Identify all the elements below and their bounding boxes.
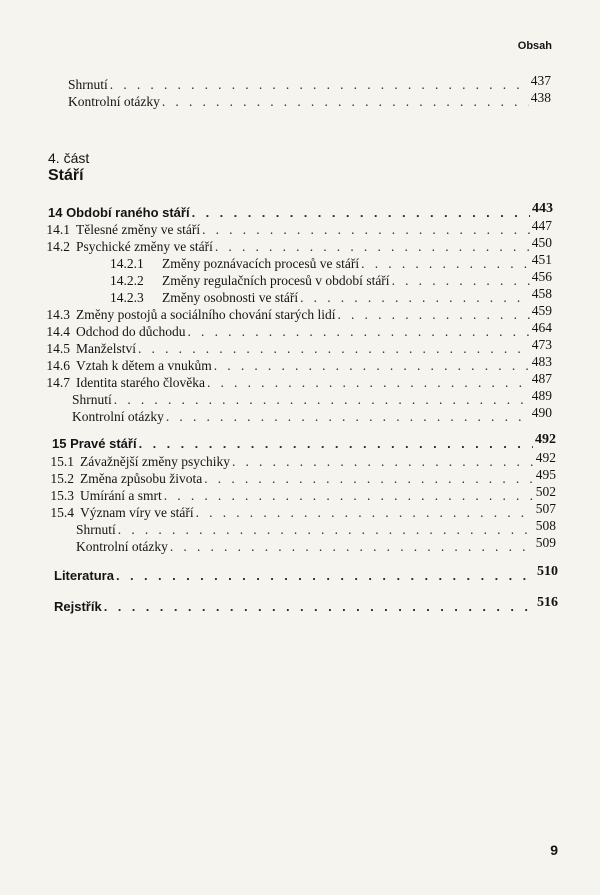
chapter-page: 492 bbox=[535, 432, 556, 447]
toc-entry-title: Psychické změny ve stáří bbox=[76, 239, 213, 254]
dot-leader bbox=[110, 76, 529, 93]
running-header: Obsah bbox=[517, 40, 552, 52]
toc-entry-title: Kontrolní otázky bbox=[76, 539, 168, 554]
toc-entry-title: Tělesné změny ve stáří bbox=[76, 222, 201, 237]
dot-leader bbox=[192, 204, 530, 221]
dot-leader bbox=[392, 272, 530, 289]
toc-entry bbox=[0, 518, 600, 538]
toc-entry-number: 14.2.1 bbox=[110, 256, 144, 271]
toc-entry bbox=[0, 269, 600, 289]
toc-entry-title: Shrnutí bbox=[72, 392, 112, 407]
toc-entry-page: 502 bbox=[535, 484, 556, 499]
toc-entry-page: 458 bbox=[531, 286, 552, 301]
toc-entry bbox=[0, 303, 600, 323]
toc-entry-title: Změny postojů a sociálního chování starých lidí bbox=[76, 307, 336, 322]
dot-leader bbox=[138, 340, 530, 357]
toc-entry bbox=[0, 535, 600, 555]
chapter-heading bbox=[0, 201, 600, 221]
dot-leader bbox=[207, 374, 530, 391]
toc-entry-page: 451 bbox=[531, 252, 552, 267]
toc-entry bbox=[0, 467, 600, 487]
toc-entry-title: Manželství bbox=[76, 341, 136, 356]
toc-entry-number: 14.2.3 bbox=[110, 290, 144, 305]
chapter-title: Literatura bbox=[54, 568, 114, 583]
toc-entry bbox=[0, 286, 600, 306]
chapter-heading bbox=[0, 564, 600, 584]
toc-entry bbox=[0, 450, 600, 470]
toc-entry-title: Odchod do důchodu bbox=[76, 324, 186, 339]
toc-entry-title: Změny poznávacích procesů ve stáří bbox=[162, 256, 360, 271]
toc-entry-page: 492 bbox=[535, 450, 556, 465]
toc-entry-title: Význam víry ve stáří bbox=[80, 505, 194, 520]
dot-leader bbox=[162, 93, 529, 110]
toc-entry-page: 456 bbox=[531, 269, 552, 284]
toc-entry-number: 14.3 bbox=[46, 307, 70, 322]
toc-entry-number: 14.5 bbox=[46, 341, 70, 356]
toc-entry-page: 483 bbox=[531, 354, 552, 369]
dot-leader bbox=[300, 289, 530, 306]
dot-leader bbox=[337, 306, 529, 323]
toc-entry-number: 15.1 bbox=[50, 454, 74, 469]
chapter-title: 14 Období raného stáří bbox=[48, 205, 190, 220]
toc-entry-number: 14.4 bbox=[46, 324, 70, 339]
toc-entry bbox=[0, 320, 600, 340]
toc-entry-page: 459 bbox=[531, 303, 552, 318]
toc-entry bbox=[0, 388, 600, 408]
toc-entry-title: Shrnutí bbox=[68, 77, 108, 92]
part-title: Stáří bbox=[48, 167, 84, 184]
toc-entry-page: 509 bbox=[535, 535, 556, 550]
chapter-heading bbox=[0, 595, 600, 615]
dot-leader bbox=[116, 567, 535, 584]
toc-entry-page: 438 bbox=[530, 90, 551, 105]
toc-entry-page: 447 bbox=[531, 218, 552, 233]
chapter-page: 443 bbox=[532, 201, 553, 216]
toc-entry-number: 14.1 bbox=[46, 222, 70, 237]
chapter-title: Rejstřík bbox=[54, 599, 102, 614]
toc-entry-title: Změna způsobu života bbox=[80, 471, 203, 486]
dot-leader bbox=[361, 255, 530, 272]
toc-entry-number: 15.3 bbox=[50, 488, 74, 503]
toc-entry-page: 487 bbox=[531, 371, 552, 386]
toc-entry-page: 508 bbox=[535, 518, 556, 533]
dot-leader bbox=[232, 453, 534, 470]
chapter-heading bbox=[0, 432, 600, 452]
dot-leader bbox=[214, 357, 530, 374]
chapter-page: 516 bbox=[537, 595, 558, 610]
dot-leader bbox=[139, 435, 533, 452]
toc-entry-page: 490 bbox=[531, 405, 552, 420]
dot-leader bbox=[196, 504, 534, 521]
dot-leader bbox=[166, 408, 530, 425]
toc-entry bbox=[0, 371, 600, 391]
dot-leader bbox=[114, 391, 530, 408]
toc-entry bbox=[0, 337, 600, 357]
dot-leader bbox=[118, 521, 534, 538]
toc-entry-page: 489 bbox=[531, 388, 552, 403]
chapter-page: 510 bbox=[537, 564, 558, 579]
toc-entry-page: 464 bbox=[531, 320, 552, 335]
toc-entry bbox=[0, 73, 600, 93]
dot-leader bbox=[202, 221, 530, 238]
toc-entry bbox=[0, 354, 600, 374]
toc-entry bbox=[0, 501, 600, 521]
toc-entry bbox=[0, 252, 600, 272]
dot-leader bbox=[215, 238, 530, 255]
toc-entry-number: 15.4 bbox=[50, 505, 74, 520]
toc-entry bbox=[0, 90, 600, 110]
dot-leader bbox=[104, 598, 535, 615]
toc-entry-title: Identita starého člověka bbox=[76, 375, 205, 390]
toc-entry-page: 495 bbox=[535, 467, 556, 482]
toc-entry-number: 14.6 bbox=[46, 358, 70, 373]
toc-entry-title: Kontrolní otázky bbox=[72, 409, 164, 424]
toc-entry-title: Umírání a smrt bbox=[80, 488, 162, 503]
toc-entry-page: 450 bbox=[531, 235, 552, 250]
toc-entry-title: Změny regulačních procesů v období stáří bbox=[162, 273, 390, 288]
chapter-title: 15 Pravé stáří bbox=[52, 436, 137, 451]
page-number: 9 bbox=[550, 842, 558, 858]
toc-entry-title: Shrnutí bbox=[76, 522, 116, 537]
part-label: 4. část bbox=[48, 150, 90, 166]
toc-entry bbox=[0, 405, 600, 425]
toc-entry-title: Závažnější změny psychiky bbox=[80, 454, 230, 469]
toc-entry-title: Kontrolní otázky bbox=[68, 94, 160, 109]
toc-entry-number: 14.2 bbox=[46, 239, 70, 254]
toc-entry-number: 14.7 bbox=[46, 375, 70, 390]
toc-entry-number: 15.2 bbox=[50, 471, 74, 486]
toc-entry bbox=[0, 484, 600, 504]
toc-entry bbox=[0, 218, 600, 238]
toc-entry-title: Vztah k dětem a vnukům bbox=[76, 358, 212, 373]
toc-entry-page: 507 bbox=[535, 501, 556, 516]
toc-entry-page: 437 bbox=[530, 73, 551, 88]
dot-leader bbox=[164, 487, 534, 504]
toc-entry-title: Změny osobnosti ve stáří bbox=[162, 290, 299, 305]
toc-entry bbox=[0, 235, 600, 255]
dot-leader bbox=[170, 538, 534, 555]
dot-leader bbox=[204, 470, 534, 487]
toc-entry-number: 14.2.2 bbox=[110, 273, 144, 288]
dot-leader bbox=[187, 323, 529, 340]
toc-entry-page: 473 bbox=[531, 337, 552, 352]
